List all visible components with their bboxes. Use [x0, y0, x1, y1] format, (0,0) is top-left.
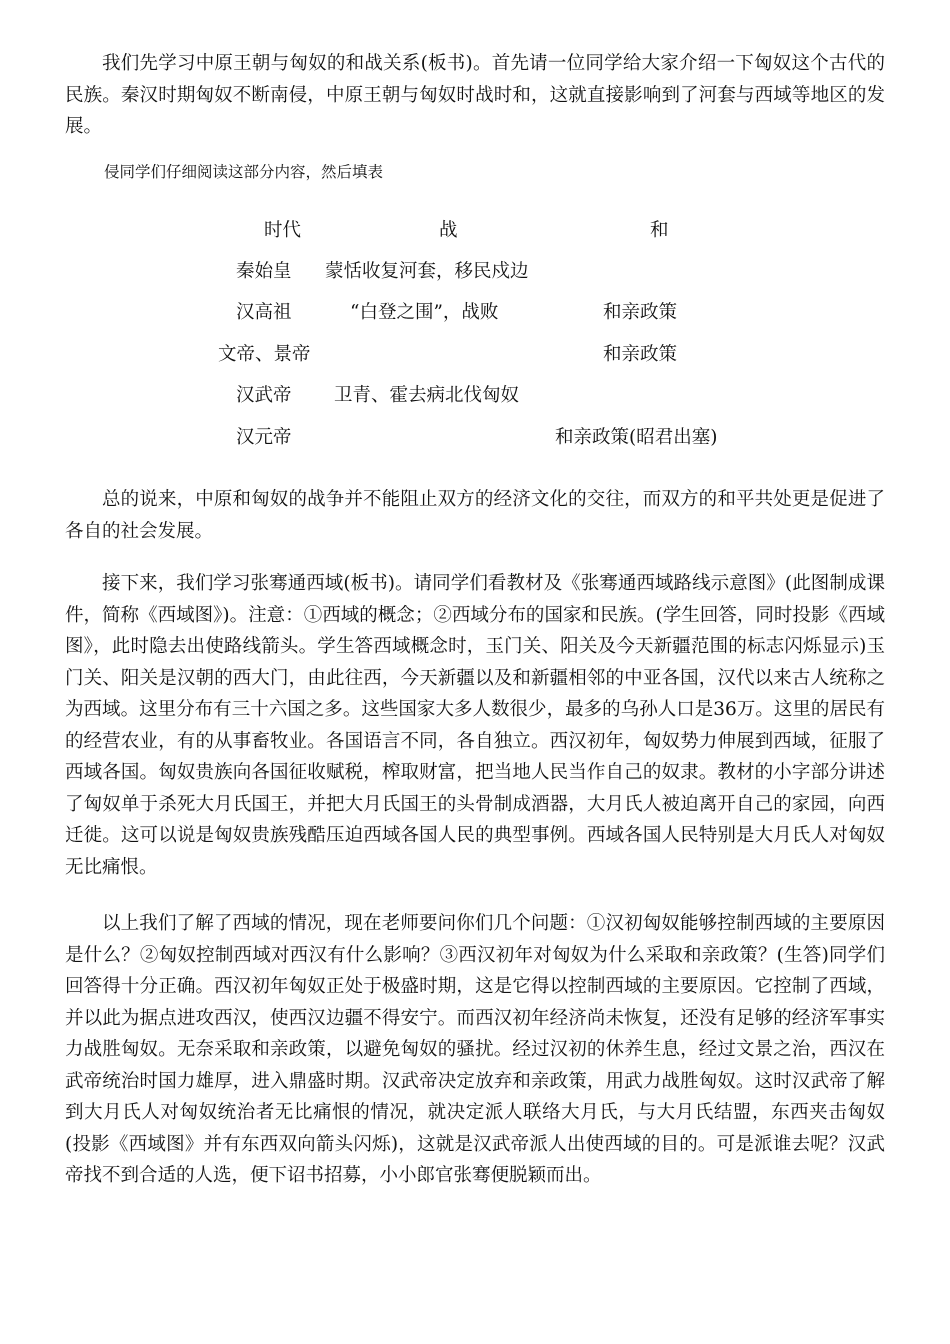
- paragraph-western-regions: 接下来，我们学习张骞通西域(板书)。请同学们看教材及《张骞通西域路线示意图》(此图制成课件，简称《西域图》)。注意：①西域的概念；②西域分布的国家和民族。(学生回答，同时投影《西域图》，此时隐去出使路线箭头。学生答西域概念时，玉门关、阳关及今天新疆范围的标志闪烁显示)玉门关、阳关是汉朝的西大门，由此往西，今天新疆以及和新疆相邻的中亚各国，汉代以来古人统称之为西域。这里分布有三十六国之多。这些国家大多人数很少，最多的乌孙人口是36万。这里的居民有的经营农业，有的从事畜牧业。各国语言不同，各自独立。西汉初年，匈奴势力伸展到西域，征服了西域各国。匈奴贵族向各国征收赋税，榨取财富，把当地人民当作自己的奴隶。教材的小字部分讲述了匈奴单于杀死大月氏国王，并把大月氏国王的头骨制成酒器，大月氏人被迫离开自己的家园，向西迁徙。这可以说是匈奴贵族残酷压迫西域各国人民的典型事例。西域各国人民特别是大月氏人对匈奴无比痛恨。: [65, 573, 885, 878]
- row1-war: 蒙恬收复河套，移民戍边: [325, 261, 529, 282]
- row5-peace: 和亲政策(昭君出塞): [555, 427, 718, 448]
- row4-era: 汉武帝: [236, 385, 292, 406]
- row1-era: 秦始皇: [236, 261, 292, 282]
- header-era: 时代: [264, 220, 302, 241]
- row2-war: “白登之围”，战败: [350, 302, 499, 323]
- row3-peace: 和亲政策: [603, 344, 678, 365]
- row2-era: 汉高祖: [236, 302, 292, 323]
- paragraph-xiongnu-intro: 我们先学习中原王朝与匈奴的和战关系(板书)。首先请一位同学给大家介绍一下匈奴这个古代的民族。秦汉时期匈奴不断南侵，中原王朝与匈奴时战时和，这就直接影响到了河套与西域等地区的发展。: [65, 53, 885, 137]
- row4-war: 卫青、霍去病北伐匈奴: [334, 385, 520, 406]
- row5-era: 汉元帝: [236, 427, 292, 448]
- row2-peace: 和亲政策: [603, 302, 678, 323]
- table-instruction: 侵同学们仔细阅读这部分内容，然后填表: [104, 163, 384, 181]
- paragraph-summary: 总的说来，中原和匈奴的战争并不能阻止双方的经济文化的交往，而双方的和平共处更是促进了各自的社会发展。: [65, 489, 885, 542]
- row3-era: 文帝、景帝: [218, 344, 311, 365]
- paragraph-questions: 以上我们了解了西域的情况，现在老师要问你们几个问题：①汉初匈奴能够控制西域的主要原因是什么？②匈奴控制西域对西汉有什么影响？③西汉初年对匈奴为什么采取和亲政策？(生答)同学们回答得十分正确。西汉初年匈奴正处于极盛时期，这是它得以控制西域的主要原因。它控制了西域，并以此为据点进攻西汉，使西汉边疆不得安宁。而西汉初年经济尚未恢复，还没有足够的经济军事实力战胜匈奴。无奈采取和亲政策，以避免匈奴的骚扰。经过汉初的休养生息，经过文景之治，西汉在武帝统治时国力雄厚，进入鼎盛时期。汉武帝决定放弃和亲政策，用武力战胜匈奴。这时汉武帝了解到大月氏人对匈奴统治者无比痛恨的情况，就决定派人联络大月氏，与大月氏结盟，东西夹击匈奴(投影《西域图》并有东西双向箭头闪烁)，这就是汉武帝派人出使西域的目的。可是派谁去呢？汉武帝找不到合适的人选，便下诏书招募，小小郎官张骞便脱颖而出。: [65, 913, 885, 1186]
- header-war: 战: [439, 220, 458, 241]
- header-peace: 和: [650, 220, 669, 241]
